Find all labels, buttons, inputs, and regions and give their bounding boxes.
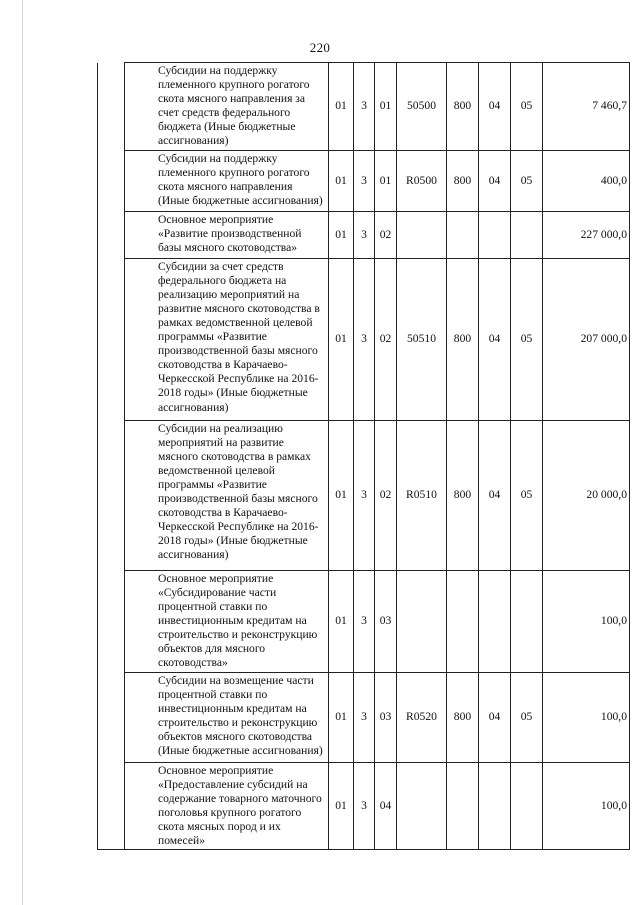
- edge-cell: [630, 762, 640, 850]
- amount-value: 100,0: [543, 570, 630, 672]
- section-code: 04: [479, 258, 511, 420]
- direction-code: R0510: [397, 420, 447, 570]
- table-row: [98, 150, 640, 211]
- direction-code: [397, 211, 447, 258]
- blank-cell: [98, 258, 125, 420]
- subprogram-code: 3: [354, 63, 375, 151]
- direction-code: R0500: [397, 150, 447, 211]
- event-code: 02: [375, 211, 397, 258]
- edge-cell: [630, 150, 640, 211]
- event-code: 02: [375, 420, 397, 570]
- table-row: [98, 258, 640, 420]
- event-code: 01: [375, 63, 397, 151]
- expense-type-code: 800: [447, 420, 479, 570]
- blank-cell: [98, 150, 125, 211]
- table-row: [98, 672, 640, 762]
- subsection-code: 05: [511, 150, 543, 211]
- blank-cell: [98, 672, 125, 762]
- program-code: 01: [329, 420, 354, 570]
- program-code: 01: [329, 211, 354, 258]
- amount-value: 227 000,0: [543, 211, 630, 258]
- subprogram-code: 3: [354, 672, 375, 762]
- table-row: [98, 63, 640, 151]
- blank-cell: [98, 762, 125, 850]
- section-code: 04: [479, 63, 511, 151]
- amount-value: 400,0: [543, 150, 630, 211]
- section-code: 04: [479, 150, 511, 211]
- row-description: Субсидии на поддержку племенного крупного рогатого скота мясного направления за счет средств федерального бюджета (Иные бюджетные ассигнования): [125, 63, 329, 151]
- section-code: [479, 762, 511, 850]
- edge-cell: [630, 211, 640, 258]
- amount-value: 7 460,7: [543, 63, 630, 151]
- table-row: [98, 762, 640, 850]
- subprogram-code: 3: [354, 150, 375, 211]
- event-code: 02: [375, 258, 397, 420]
- subprogram-code: 3: [354, 258, 375, 420]
- blank-cell: [98, 570, 125, 672]
- subsection-code: [511, 211, 543, 258]
- direction-code: 50500: [397, 63, 447, 151]
- event-code: 01: [375, 150, 397, 211]
- subsection-code: 05: [511, 63, 543, 151]
- direction-code: [397, 762, 447, 850]
- table-row: [98, 420, 640, 570]
- budget-table: [97, 62, 640, 850]
- row-description: Субсидии на возмещение части процентной ставки по инвестиционным кредитам на строительство и реконструкцию объектов мясного скотоводства (Иные бюджетные ассигнования): [125, 672, 329, 762]
- amount-value: 207 000,0: [543, 258, 630, 420]
- subsection-code: 05: [511, 420, 543, 570]
- page-number: 220: [309, 40, 331, 55]
- amount-value: 100,0: [543, 762, 630, 850]
- expense-type-code: [447, 570, 479, 672]
- expense-type-code: 800: [447, 258, 479, 420]
- edge-cell: [630, 570, 640, 672]
- amount-value: 20 000,0: [543, 420, 630, 570]
- expense-type-code: 800: [447, 150, 479, 211]
- expense-type-code: 800: [447, 63, 479, 151]
- row-description: Субсидии на реализацию мероприятий на развитие мясного скотоводства в рамках ведомственной целевой программы «Развитие производственной базы мясного скотоводства в Карачаево-Черкесской Республике на 2016-2018 годы» (Иные бюджетные ассигнования): [125, 420, 329, 570]
- subprogram-code: 3: [354, 762, 375, 850]
- edge-cell: [630, 672, 640, 762]
- blank-cell: [98, 211, 125, 258]
- edge-cell: [630, 63, 640, 151]
- expense-type-code: [447, 762, 479, 850]
- subprogram-code: 3: [354, 420, 375, 570]
- row-description: Основное мероприятие «Субсидирование части процентной ставки по инвестиционным кредитам на строительство и реконструкцию объектов для мясного скотоводства»: [125, 570, 329, 672]
- row-description: Основное мероприятие «Развитие производственной базы мясного скотоводства»: [125, 211, 329, 258]
- program-code: 01: [329, 762, 354, 850]
- expense-type-code: 800: [447, 672, 479, 762]
- edge-cell: [630, 258, 640, 420]
- direction-code: [397, 570, 447, 672]
- subsection-code: 05: [511, 672, 543, 762]
- section-code: [479, 211, 511, 258]
- event-code: 04: [375, 762, 397, 850]
- page-margin-line: [22, 0, 23, 905]
- program-code: 01: [329, 570, 354, 672]
- program-code: 01: [329, 672, 354, 762]
- section-code: [479, 570, 511, 672]
- table-row: [98, 211, 640, 258]
- row-description: Основное мероприятие «Предоставление субсидий на содержание товарного маточного поголовья крупного рогатого скота мясных пород и их помесей»: [125, 762, 329, 850]
- program-code: 01: [329, 63, 354, 151]
- edge-cell: [630, 420, 640, 570]
- section-code: 04: [479, 420, 511, 570]
- amount-value: 100,0: [543, 672, 630, 762]
- table-row: [98, 570, 640, 672]
- subprogram-code: 3: [354, 570, 375, 672]
- section-code: 04: [479, 672, 511, 762]
- direction-code: 50510: [397, 258, 447, 420]
- row-description: Субсидии на поддержку племенного крупного рогатого скота мясного направления (Иные бюджетные ассигнования): [125, 150, 329, 211]
- subsection-code: 05: [511, 258, 543, 420]
- subsection-code: [511, 762, 543, 850]
- blank-cell: [98, 420, 125, 570]
- event-code: 03: [375, 672, 397, 762]
- blank-cell: [98, 63, 125, 151]
- direction-code: R0520: [397, 672, 447, 762]
- subsection-code: [511, 570, 543, 672]
- program-code: 01: [329, 258, 354, 420]
- row-description: Субсидии за счет средств федерального бюджета на реализацию мероприятий на развитие мясного скотоводства в рамках ведомственной целевой программы «Развитие производственной базы мясного скотоводства в Карачаево-Черкесской Республике на 2016-2018 годы» (Иные бюджетные ассигнования): [125, 258, 329, 420]
- expense-type-code: [447, 211, 479, 258]
- program-code: 01: [329, 150, 354, 211]
- subprogram-code: 3: [354, 211, 375, 258]
- event-code: 03: [375, 570, 397, 672]
